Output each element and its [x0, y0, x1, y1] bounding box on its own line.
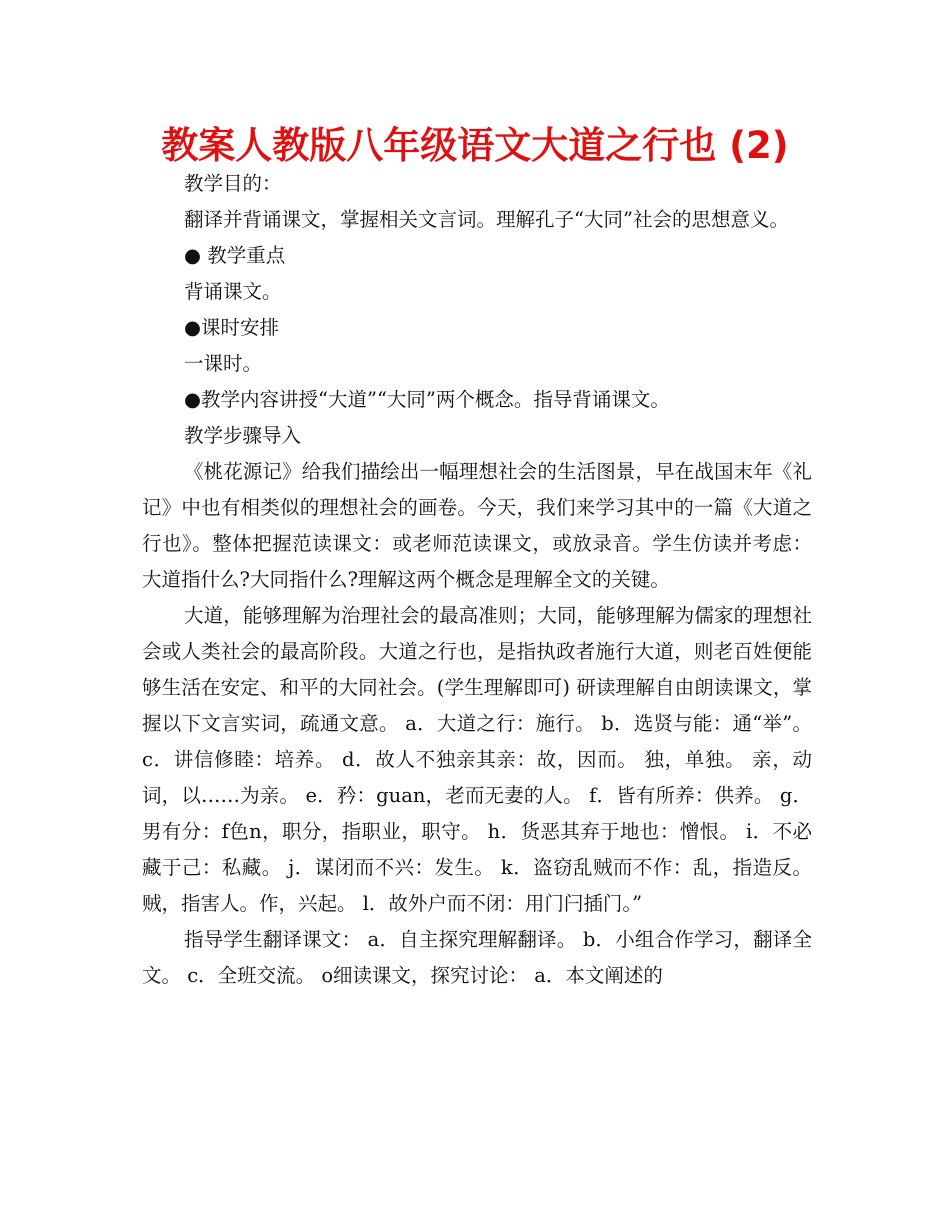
paragraph-objectives-heading: 教学目的：	[184, 172, 282, 195]
paragraph-introduction: 《桃花源记》给我们描绘出一幅理想社会的生活图景，早在战国末年《礼记》中也有相类似的理想社会的画卷。今天，我们来学习其中的一篇《大道之行也》。整体把握范读课文：或老师范读课文，或放录音。学生仿读并考虑：大道指什么?大同指什么?理解这两个概念是理解全文的关键。	[142, 460, 812, 591]
paragraph-key-points: 背诵课文。	[184, 280, 282, 303]
document-body	[142, 166, 812, 994]
paragraph-schedule-heading: ●课时安排	[184, 316, 280, 339]
paragraph-explanation: 大道，能够理解为治理社会的最高准则；大同，能够理解为儒家的理想社会或人类社会的最高阶段。大道之行也，是指执政者施行大道，则老百姓便能够生活在安定、和平的大同社会。(学生理解即可) 研读理解自由朗读课文，掌握以下文言实词，疏通文意。 a．大道之行：施行。 b．选贤与能：通“举”。 c．讲信修睦：培养。 d．故人不独亲其亲：故，因而。 独，单独。 亲，动词，以……为亲。 e．矜：guan，老而无妻的人。 f．皆有所养：供养。 g．男有分：f色n，职分，指职业，职守。 h．货恶其弃于地也：憎恨。 i．不必藏于己：私藏。 j．谋闭而不兴：发生。 k．盗窃乱贼而不作：乱，指造反。 贼，指害人。作，兴起。 l．故外户而不闭：用门闩插门。”	[142, 604, 812, 915]
paragraph-steps-heading: 教学步骤导入	[184, 424, 302, 447]
paragraph-content: ●教学内容讲授“大道”“大同”两个概念。指导背诵课文。	[184, 388, 670, 411]
paragraph-key-points-heading: ● 教学重点	[184, 244, 286, 267]
document-title: 教案人教版八年级语文大道之行也 (2)	[161, 124, 789, 167]
paragraph-translation-guide: 指导学生翻译课文： a．自主探究理解翻译。 b．小组合作学习，翻译全文。 c．全班交流。 o细读课文，探究讨论： a．本文阐述的	[142, 928, 812, 987]
paragraph-schedule: 一课时。	[184, 352, 263, 375]
paragraph-objectives: 翻译并背诵课文，掌握相关文言词。理解孔子“大同”社会的思想意义。	[184, 208, 789, 231]
